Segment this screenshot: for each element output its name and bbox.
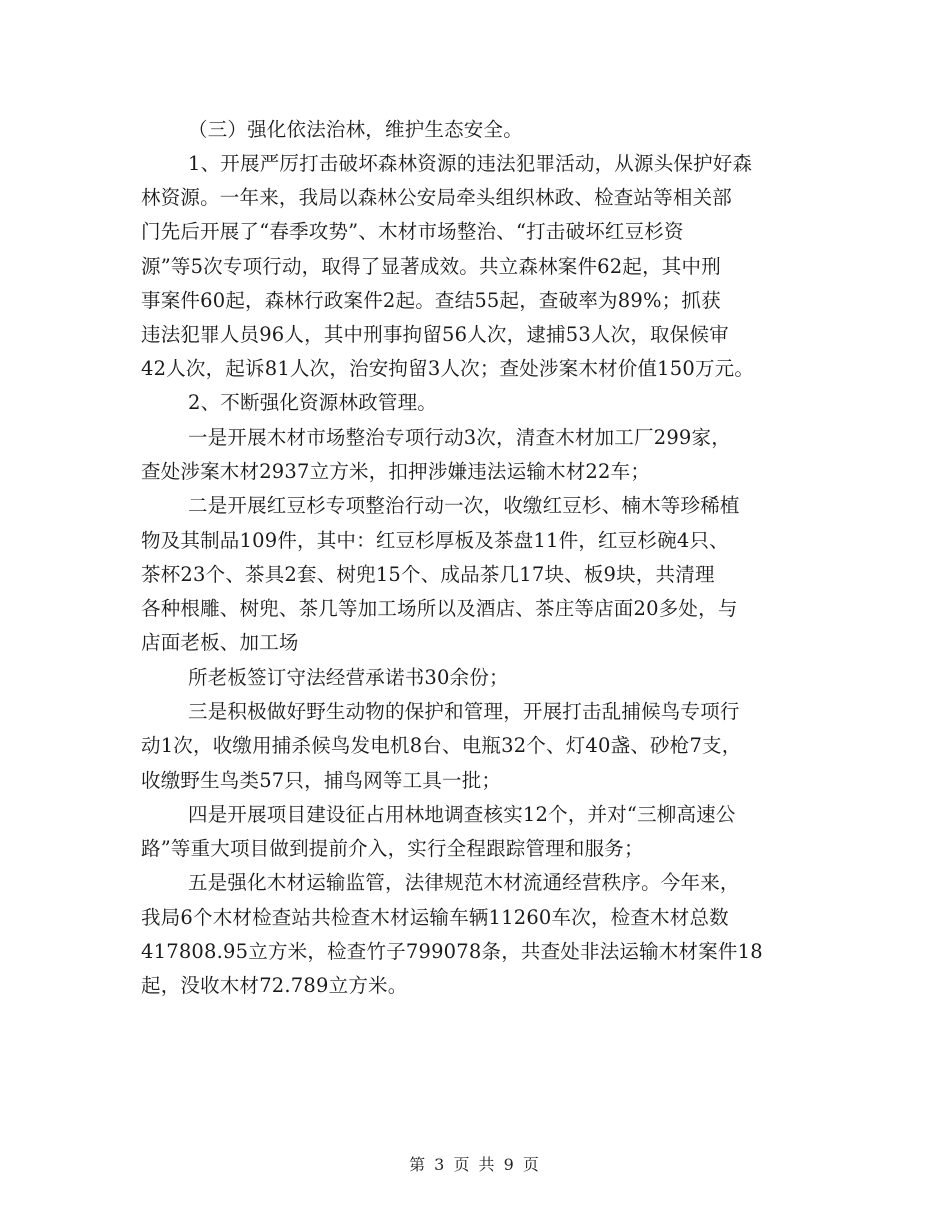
paragraph-line: 所老板签订守法经营承诺书30余份； — [188, 666, 509, 689]
paragraph-line: 收缴野生鸟类57只，捕鸟网等工具一批； — [141, 769, 502, 792]
paragraph-line: 茶杯23个、茶具2套、树兜15个、成品茶几17块、板9块，共清理 — [141, 563, 715, 586]
paragraph-line: 五是强化木材运输监管，法律规范木材流通经营秩序。今年来， — [188, 871, 740, 894]
section-heading: （三）强化依法治林，维护生态安全。 — [188, 118, 523, 141]
paragraph-line: 1、开展严厉打击破坏森林资源的违法犯罪活动，从源头保护好森 — [188, 152, 753, 175]
paragraph-line: 二是开展红豆杉专项整治行动一次，收缴红豆杉、楠木等珍稀植 — [188, 494, 740, 517]
paragraph-line: 2、不断强化资源林政管理。 — [188, 391, 438, 414]
paragraph-line: 417808.95立方米，检查竹子799078条，共查处非法运输木材案件18 — [141, 940, 763, 963]
paragraph-line: 物及其制品109件，其中：红豆杉厚板及茶盘11件，红豆杉碗4只、 — [141, 529, 729, 552]
paragraph-line: 一是开展木材市场整治专项行动3次，清查木材加工厂299家， — [188, 426, 731, 449]
paragraph-line: 四是开展项目建设征占用林地调查核实12个，并对“三柳高速公 — [188, 803, 736, 826]
paragraph-line: 事案件60起，森林行政案件2起。查结55起，查破率为89%；抓获 — [141, 289, 721, 312]
paragraph-line: 源”等5次专项行动，取得了显著成效。共立森林案件62起，其中刑 — [141, 255, 721, 278]
paragraph-line: 查处涉案木材2937立方米，扣押涉嫌违法运输木材22车； — [141, 460, 651, 483]
page-number-footer: 第 3 页 共 9 页 — [409, 1155, 541, 1174]
paragraph-line: 我局6个木材检查站共检查木材运输车辆11260车次，检查木材总数 — [141, 906, 729, 929]
paragraph-line: 动1次，收缴用捕杀候鸟发电机8台、电瓶32个、灯40盏、砂枪7支， — [141, 734, 742, 757]
paragraph-line: 三是积极做好野生动物的保护和管理，开展打击乱捕候鸟专项行 — [188, 700, 740, 723]
paragraph-line: 违法犯罪人员96人，其中刑事拘留56人次，逮捕53人次，取保候审 — [141, 323, 729, 346]
paragraph-line: 路”等重大项目做到提前介入，实行全程跟踪管理和服务； — [141, 837, 644, 860]
paragraph-line: 店面老板、加工场 — [141, 631, 299, 654]
paragraph-line: 42人次，起诉81人次，治安拘留3人次；查处涉案木材价值150万元。 — [141, 357, 755, 380]
paragraph-line: 各种根雕、树兜、茶几等加工场所以及酒店、茶庄等店面20多处，与 — [141, 597, 738, 620]
paragraph-line: 起，没收木材72.789立方米。 — [141, 974, 408, 997]
paragraph-line: 林资源。一年来，我局以森林公安局牵头组织林政、检查站等相关部 — [141, 186, 733, 209]
paragraph-line: 门先后开展了“春季攻势”、木材市场整治、“打击破坏红豆杉资 — [141, 220, 684, 243]
